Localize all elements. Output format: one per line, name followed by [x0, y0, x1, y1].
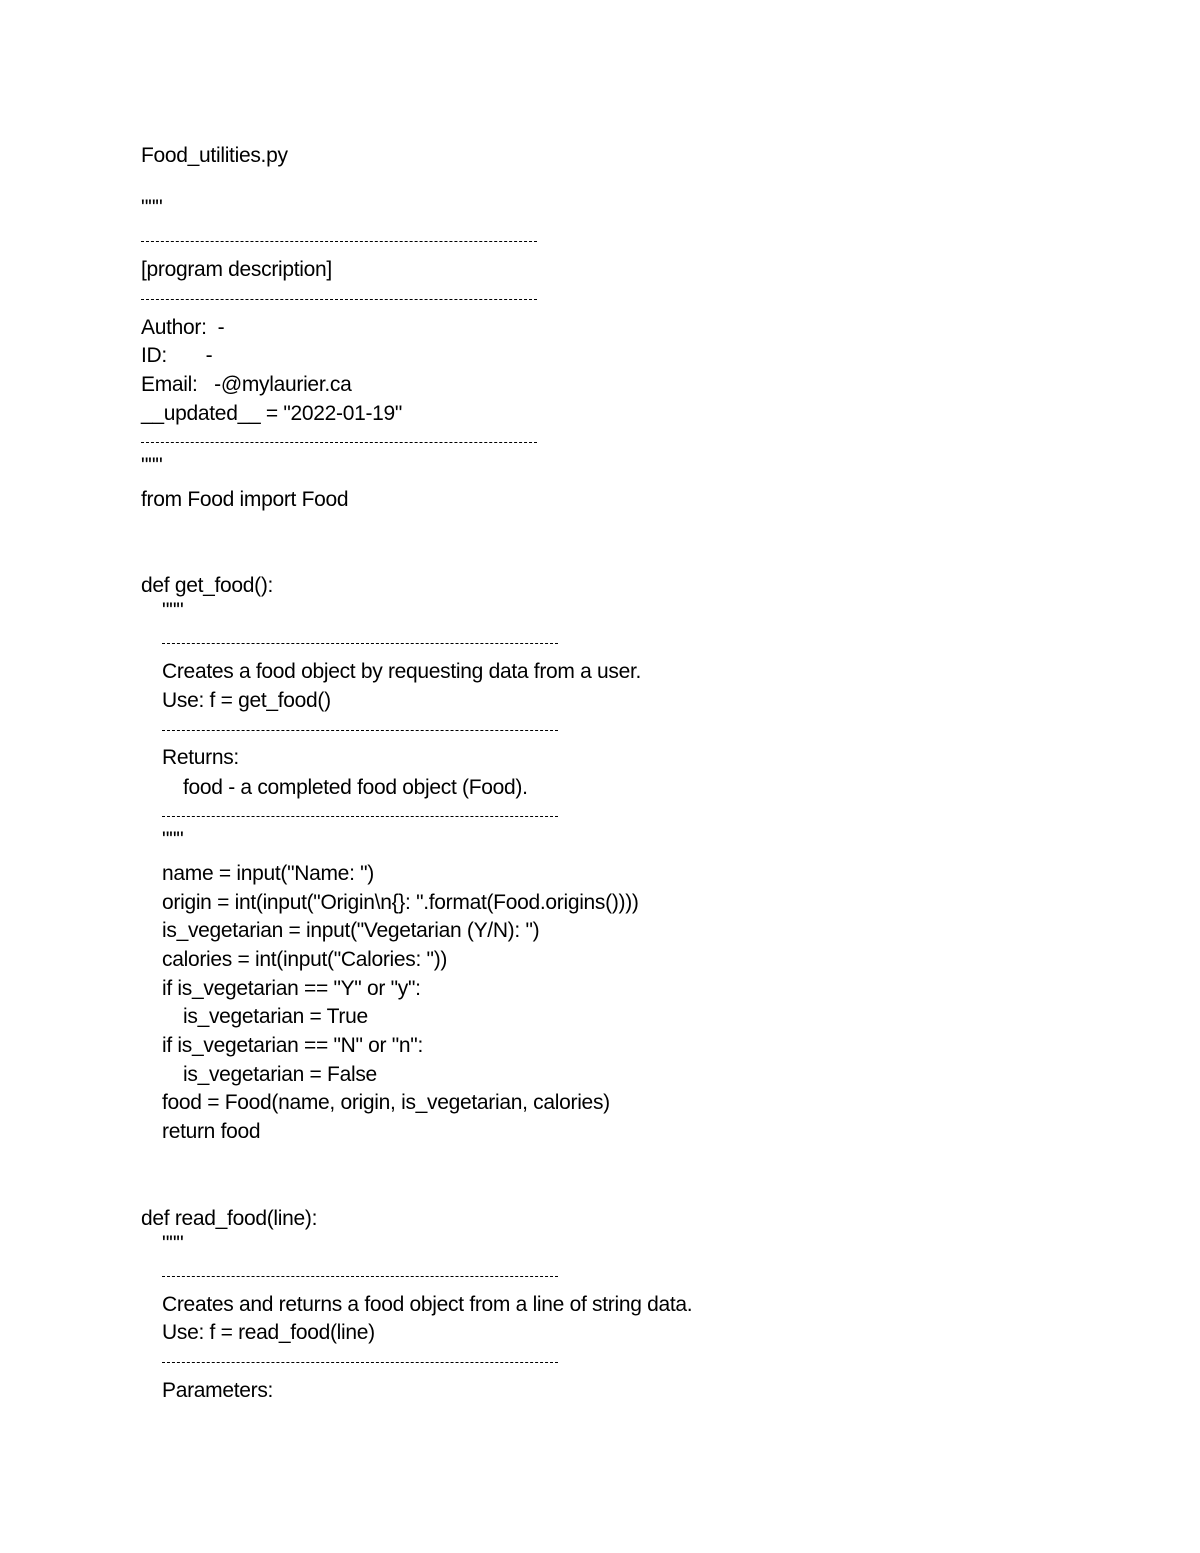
code-line: if is_vegetarian == "N" or "n":: [162, 1034, 423, 1057]
get-food-def: def get_food():: [141, 574, 274, 597]
updated-line: __updated__ = "2022-01-19": [141, 402, 403, 425]
read-food-summary: Creates and returns a food object from a line of string data.: [162, 1293, 693, 1316]
code-line: origin = int(input("Origin\n{}: ".format(Food.origins()))): [162, 891, 639, 914]
file-name: Food_utilities.py: [141, 144, 288, 167]
code-line: return food: [162, 1120, 261, 1143]
separator-rule: [162, 730, 558, 731]
code-line: is_vegetarian = input("Vegetarian (Y/N): "): [162, 919, 540, 942]
read-food-def: def read_food(line):: [141, 1207, 318, 1230]
code-line: food = Food(name, origin, is_vegetarian, calories): [162, 1091, 610, 1114]
separator-rule: [162, 1362, 558, 1363]
get-food-returns-label: Returns:: [162, 746, 239, 769]
get-food-docstring-close: """: [162, 828, 184, 851]
read-food-use: Use: f = read_food(line): [162, 1321, 375, 1344]
get-food-summary: Creates a food object by requesting data from a user.: [162, 660, 642, 683]
separator-rule: [141, 442, 537, 443]
code-line: calories = int(input("Calories: ")): [162, 948, 448, 971]
separator-rule: [162, 643, 558, 644]
module-docstring-close: """: [141, 454, 163, 477]
read-food-parameters-label: Parameters:: [162, 1379, 274, 1402]
code-line: is_vegetarian = False: [183, 1063, 377, 1086]
id-line: ID: -: [141, 344, 213, 367]
code-line: is_vegetarian = True: [183, 1005, 368, 1028]
author-line: Author: -: [141, 316, 225, 339]
read-food-docstring-open: """: [162, 1232, 184, 1255]
separator-rule: [141, 241, 537, 242]
module-docstring-open: """: [141, 196, 163, 219]
get-food-docstring-open: """: [162, 599, 184, 622]
separator-rule: [162, 816, 558, 817]
program-description: [program description]: [141, 258, 332, 281]
code-line: name = input("Name: "): [162, 862, 374, 885]
separator-rule: [162, 1276, 558, 1277]
code-line: if is_vegetarian == "Y" or "y":: [162, 977, 421, 1000]
import-statement: from Food import Food: [141, 488, 349, 511]
separator-rule: [141, 299, 537, 300]
get-food-use: Use: f = get_food(): [162, 689, 331, 712]
get-food-returns-desc: food - a completed food object (Food).: [183, 776, 528, 799]
email-line: Email: -@mylaurier.ca: [141, 373, 352, 396]
